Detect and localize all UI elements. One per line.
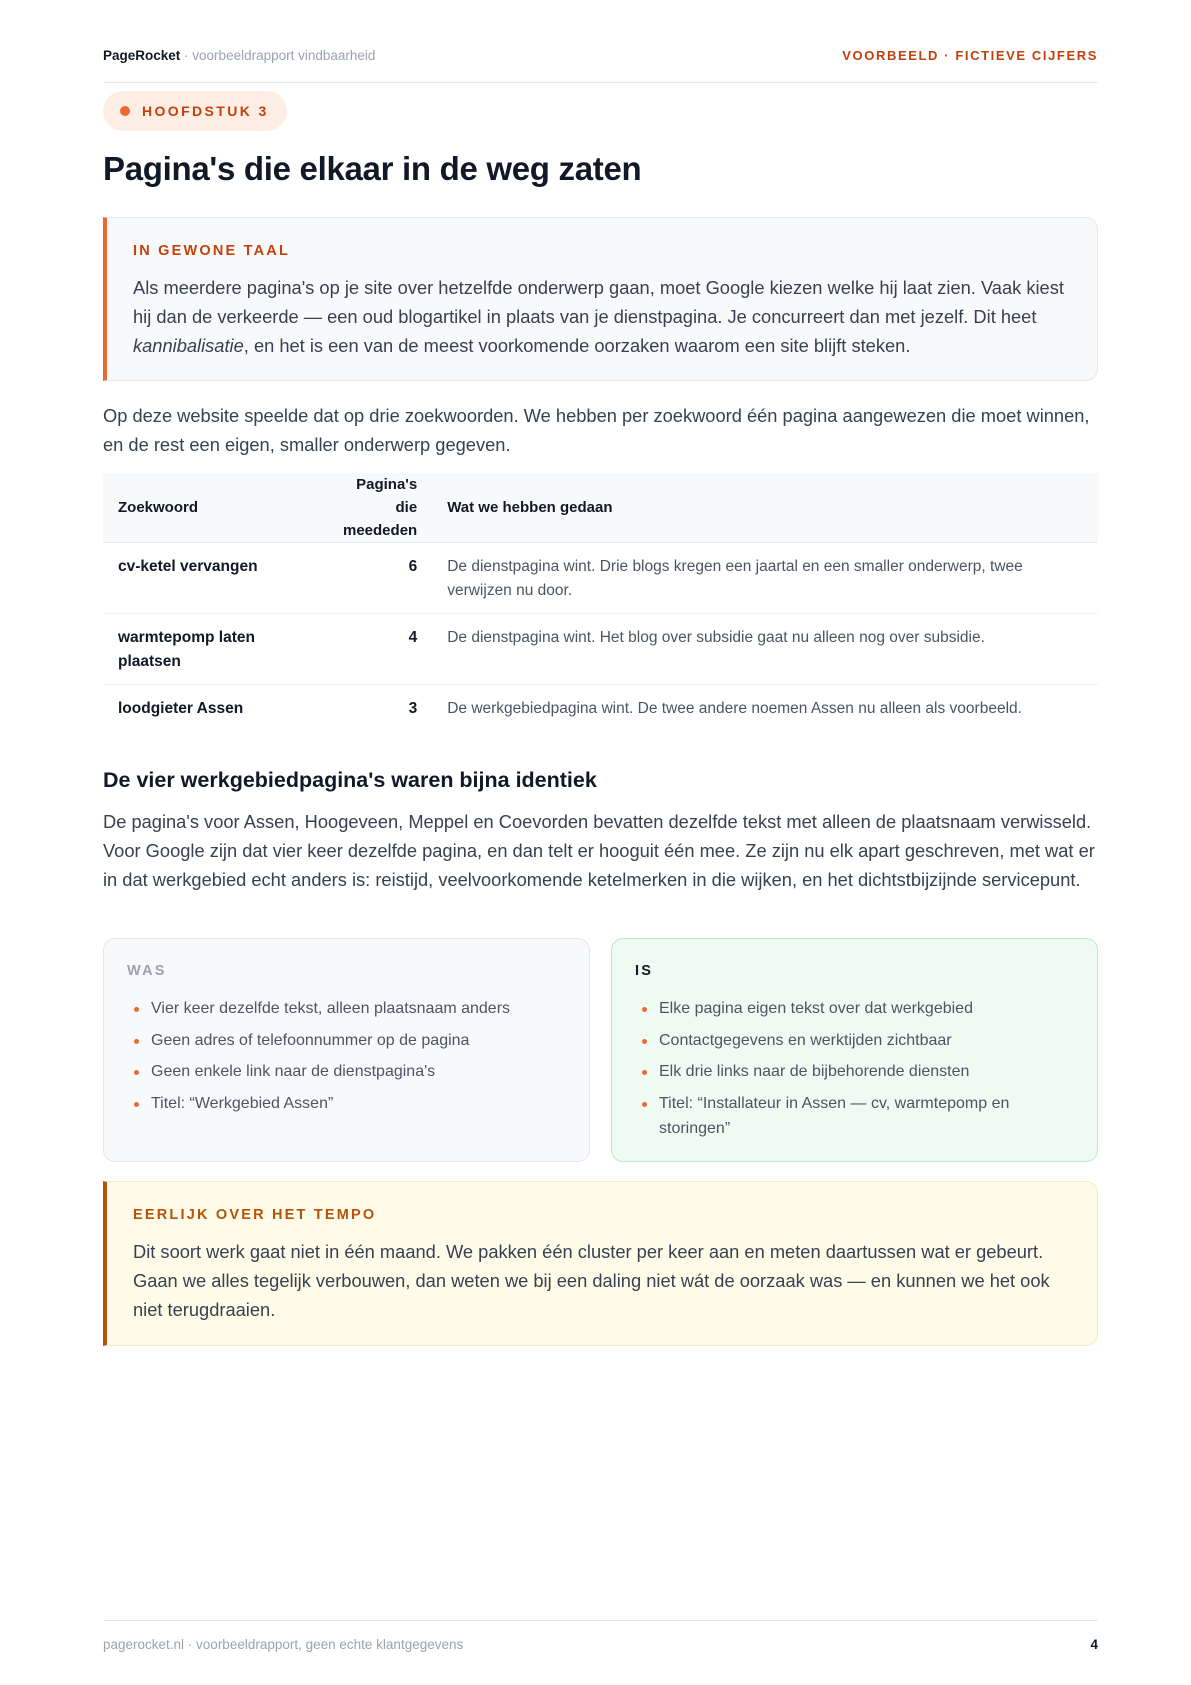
callout-label: IN GEWONE TAAL [133, 243, 290, 259]
pages-count-cell: 6 [328, 543, 432, 614]
before-card-title: WAS [127, 963, 167, 979]
keyword-table [103, 473, 1098, 731]
pages-count-cell: 3 [408, 700, 418, 717]
list-item: Contactgegevens en werktijden zichtbaar [635, 1028, 1077, 1053]
page-title: Pagina's die elkaar in de weg zaten [103, 150, 642, 187]
keyword-cell: warmtepomp laten plaatsen [103, 614, 328, 685]
table-row [103, 614, 1098, 685]
brand-name: PageRocket [103, 48, 181, 63]
list-item: Elk drie links naar de bijbehorende diensten [635, 1059, 1077, 1084]
table-header-row [103, 473, 1098, 543]
pages-count-cell: 4 [328, 614, 432, 685]
before-list [127, 996, 569, 1122]
brand-subtitle: · voorbeeldrapport vindbaarheid [180, 48, 376, 63]
after-list [635, 996, 1077, 1147]
sample-tag: VOORBEELD · FICTIEVE CIJFERS [842, 48, 1098, 63]
plain-language-callout [103, 217, 1098, 381]
callout-text [133, 273, 1071, 360]
intro-paragraph: Op deze website speelde dat op drie zoekwoorden. We hebben per zoekwoord één pagina aangewezen die moet winnen, en de rest een eigen, smaller onderwerp gegeven. [103, 405, 1090, 455]
callout-text-part: Als meerdere pagina's op je site over hetzelfde onderwerp gaan, moet Google kiezen welke hij laat zien. Vaak kiest hij dan de verkeerde — een oud blogartikel in plaats van je dienstpagina. Je concurreert dan met jezelf. Dit heet [133, 277, 1064, 327]
chapter-label: HOOFDSTUK 3 [142, 103, 269, 119]
brand [103, 48, 375, 63]
callout-emphasis: kannibalisatie [133, 335, 244, 356]
keyword-cell: cv-ketel vervangen [103, 543, 328, 614]
list-item: Elke pagina eigen tekst over dat werkgebied [635, 996, 1077, 1021]
action-cell: De dienstpagina wint. Drie blogs kregen een jaartal en een smaller onderwerp, twee verwijzen nu door. [432, 543, 1098, 614]
pace-callout [103, 1181, 1098, 1346]
list-item: Titel: “Installateur in Assen — cv, warmtepomp en storingen” [635, 1091, 1077, 1141]
list-item: Geen adres of telefoonnummer op de pagina [127, 1028, 569, 1053]
callout-text: Dit soort werk gaat niet in één maand. We pakken één cluster per keer aan en meten daartussen wat er gebeurt. Gaan we alles tegelijk verbouwen, dan weten we bij een daling niet wát de oorzaak was — en kunnen we het ook niet terugdraaien. [133, 1241, 1050, 1320]
table-row [103, 543, 1098, 614]
action-cell: De werkgebiedpagina wint. De twee andere noemen Assen nu alleen als voorbeeld. [447, 700, 1022, 717]
column-header-action: Wat we hebben gedaan [432, 473, 1098, 543]
callout-text-part: , en het is een van de meest voorkomende oorzaken waarom een site blijft steken. [243, 335, 911, 356]
page-footer [103, 1620, 1098, 1652]
footer-text: pagerocket.nl · voorbeeldrapport, geen echte klantgegevens [103, 1637, 464, 1652]
section-heading: De vier werkgebiedpagina's waren bijna identiek [103, 768, 597, 792]
column-header-keyword: Zoekwoord [103, 473, 328, 543]
list-item: Vier keer dezelfde tekst, alleen plaatsnaam anders [127, 996, 569, 1021]
list-item: Geen enkele link naar de dienstpagina's [127, 1059, 569, 1084]
before-card [103, 938, 590, 1162]
after-card-title: IS [635, 963, 654, 979]
keyword-cell: loodgieter Assen [118, 700, 244, 717]
page-header [103, 46, 1098, 83]
callout-label: EERLIJK OVER HET TEMPO [133, 1207, 377, 1223]
list-item: Titel: “Werkgebied Assen” [127, 1091, 569, 1116]
page-number: 4 [1090, 1637, 1098, 1652]
report-page [103, 0, 1098, 1685]
section-paragraph: De pagina's voor Assen, Hoogeveen, Meppel en Coevorden bevatten dezelfde tekst met alleen de plaatsnaam verwisseld. Voor Google zijn dat vier keer dezelfde pagina, en dan telt er hooguit één mee. Ze zijn nu elk apart geschreven, met wat er in dat werkgebied echt anders is: reistijd, veelvoorkomende ketelmerken in die wijken, en het dichtstbijzijnde servicepunt. [103, 811, 1095, 890]
bullet-dot-icon [120, 106, 130, 116]
action-cell: De dienstpagina wint. Het blog over subsidie gaat nu alleen nog over subsidie. [432, 614, 1098, 685]
table-row [103, 685, 1098, 732]
after-card [611, 938, 1098, 1162]
column-header-pages: Pagina's die meededen [328, 473, 432, 543]
chapter-badge [103, 91, 287, 131]
